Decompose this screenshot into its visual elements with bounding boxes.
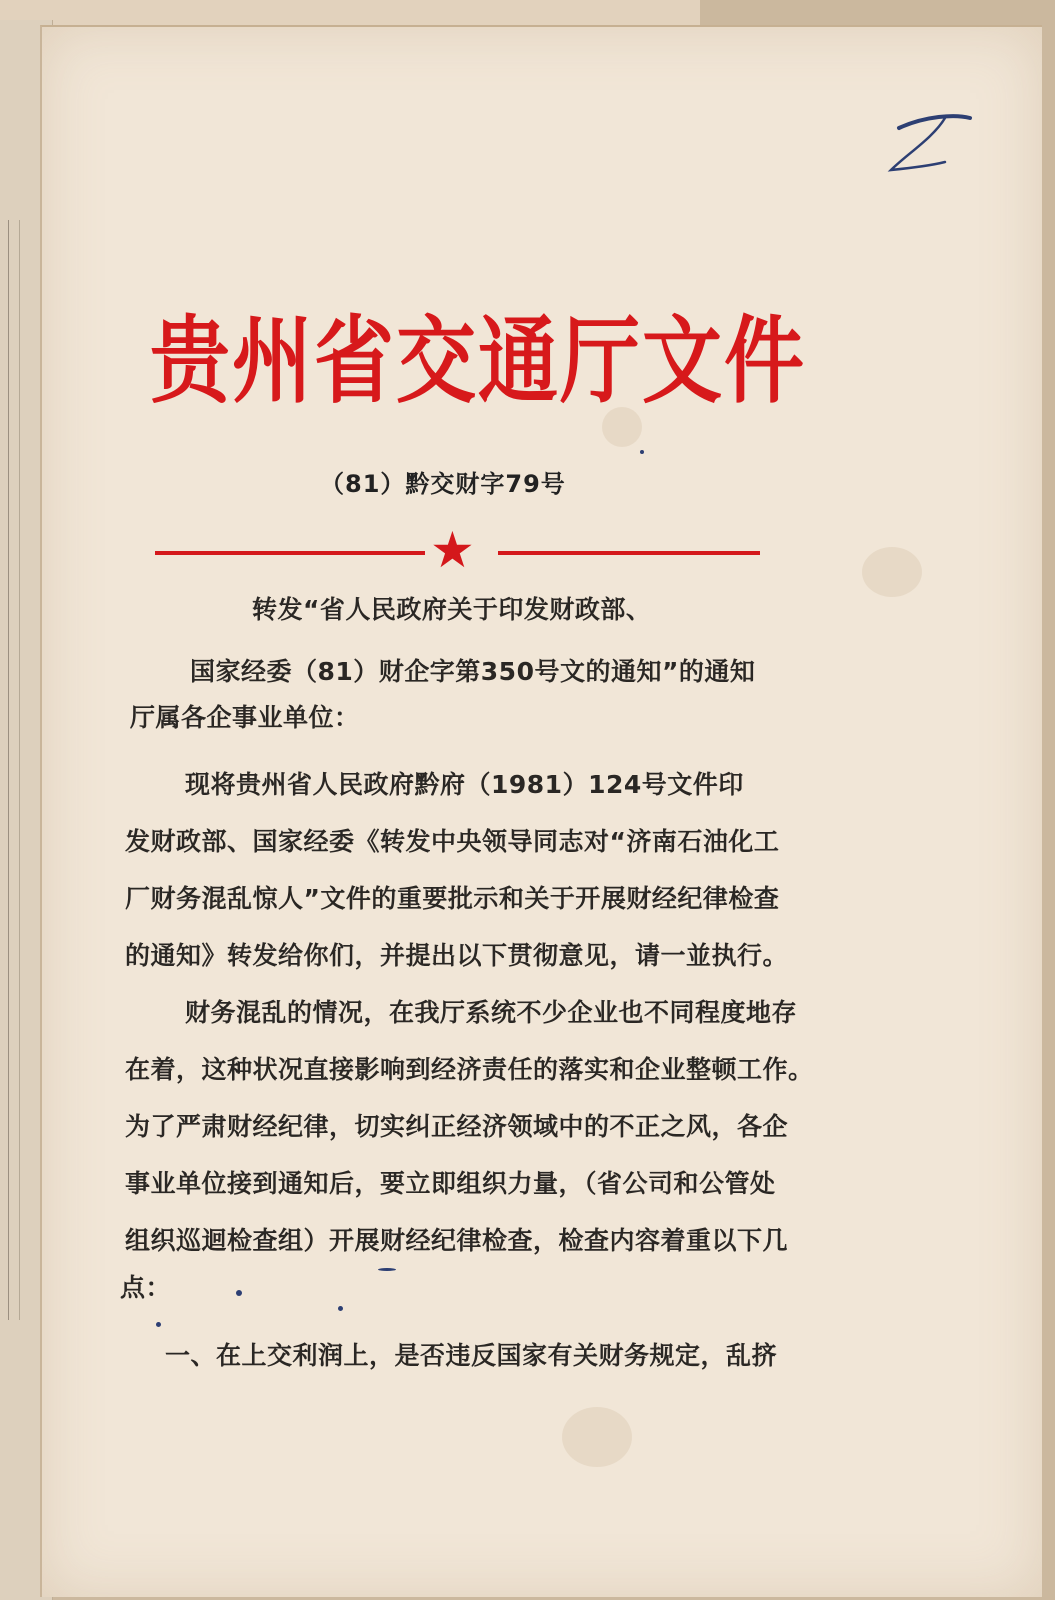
red-divider-left	[155, 551, 425, 555]
body-line: 财务混乱的情况，在我厅系统不少企业也不同程度地存	[185, 998, 798, 1027]
subject-line: 转发“省人民政府关于印发财政部、	[252, 595, 652, 624]
ink-speck	[236, 1290, 242, 1296]
star-icon: ★	[430, 521, 475, 579]
paper-stain	[862, 547, 922, 597]
body-line: 一、在上交利润上，是否违反国家有关财务规定，乱挤	[165, 1341, 778, 1370]
ink-speck	[640, 450, 644, 454]
handwritten-page-number	[885, 110, 980, 180]
ink-speck	[338, 1306, 343, 1311]
addressee: 厅属各企事业单位：	[130, 703, 360, 732]
body-line: 为了严肃财经纪律，切实纠正经济领域中的不正之风，各企	[125, 1112, 789, 1141]
subject-line: 国家经委（81）财企字第350号文的通知”的通知	[190, 657, 756, 686]
body-line: 厂财务混乱惊人”文件的重要批示和关于开展财经纪律检查	[125, 884, 780, 913]
body-line: 事业单位接到通知后，要立即组织力量，（省公司和公管处	[125, 1169, 776, 1198]
body-line: 发财政部、国家经委《转发中央领导同志对“济南石油化工	[125, 827, 780, 856]
body-line: 的通知》转发给你们，并提出以下贯彻意见，请一並执行。	[125, 941, 789, 970]
red-divider-right	[498, 551, 760, 555]
sheet-fold-line	[8, 220, 20, 1320]
body-line: 点：	[120, 1273, 172, 1302]
paper-stain	[562, 1407, 632, 1467]
ink-speck	[378, 1268, 396, 1271]
body-line: 组织巡迴检查组）开展财经纪律检查，检查内容着重以下几	[125, 1226, 789, 1255]
body-line: 现将贵州省人民政府黔府（1981）124号文件印	[185, 770, 744, 799]
body-line: 在着，这种状况直接影响到经济责任的落实和企业整顿工作。	[125, 1055, 814, 1084]
ink-speck	[156, 1322, 161, 1327]
document-heading: 贵州省交通厅文件	[150, 305, 806, 416]
document-number: （81）黔交财字79号	[320, 470, 566, 498]
